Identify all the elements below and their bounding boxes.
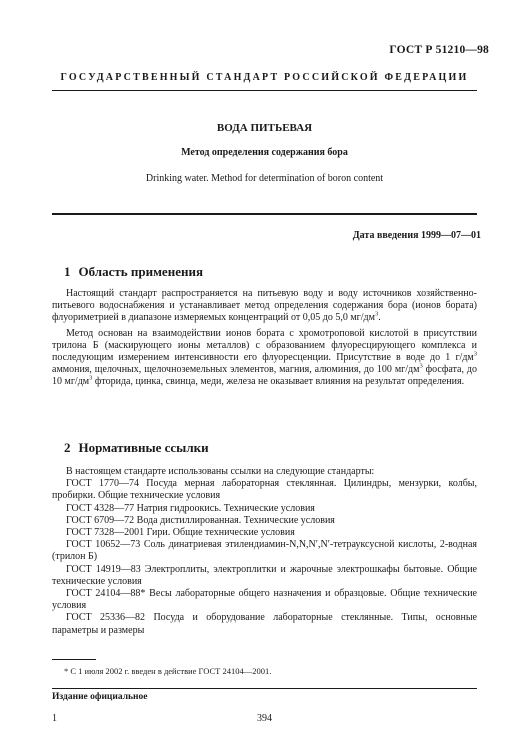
section-2-intro: В настоящем стандарте использованы ссылки на следующие стандарты: (66, 466, 375, 477)
section-1-paragraph-1: Настоящий стандарт распространяется на питьевую воду и воду источников хозяйственно-питьевого водоснабжения и устанавливает метод определения содержания бора (ионов бората) флуориметрией в диапазоне измеряемых концентраций от 0,05 до 5,0 $мг/дм^3$. (52, 288, 477, 324)
section-1-body (52, 288, 477, 392)
reference-item: ГОСТ 1770—74 Посуда мерная лабораторная стеклянная. Цилиндры, мензурки, колбы, пробирки. Общие технические условия (52, 478, 477, 502)
title-rule (52, 213, 477, 215)
section-2-body (52, 466, 477, 637)
section-2-title: Нормативные ссылки (78, 440, 209, 455)
standard-type-header: ГОСУДАРСТВЕННЫЙ СТАНДАРТ РОССИЙСКОЙ ФЕДЕРАЦИИ (60, 72, 469, 83)
reference-item: ГОСТ 14919—83 Электроплиты, электроплитки и жарочные электрошкафы бытовые. Общие технические условия (52, 563, 477, 587)
reference-item: ГОСТ 6709—72 Вода дистиллированная. Технические условия (66, 514, 335, 526)
introduction-date: Дата введения 1999—07—01 (352, 230, 481, 241)
page-number: 394 (257, 713, 272, 724)
footnote: * С 1 июля 2002 г. введен в действие ГОСТ 24104—2001. (64, 666, 272, 676)
section-2-heading (64, 440, 209, 456)
sheet-number: 1 (52, 713, 57, 724)
header-rule (52, 90, 477, 91)
standard-code: ГОСТ Р 51210—98 (389, 44, 489, 56)
reference-item: ГОСТ 4328—77 Натрия гидроокись. Технические условия (66, 502, 315, 514)
section-1-number: 1 (64, 264, 71, 279)
edition-rule (52, 688, 477, 689)
reference-item: ГОСТ 10652—73 Соль динатриевая этилендиамин-N,N,N′,N′-тетрауксусной кислоты, 2-водная (трилон Б) (52, 539, 477, 563)
section-1-heading (64, 264, 203, 280)
document-subtitle: Метод определения содержания бора (181, 147, 348, 158)
section-2-number: 2 (64, 440, 71, 455)
section-1-title: Область применения (78, 264, 203, 279)
reference-item: ГОСТ 7328—2001 Гири. Общие технические условия (66, 527, 295, 539)
reference-item: ГОСТ 25336—82 Посуда и оборудование лабораторные стеклянные. Типы, основные параметры и размеры (52, 612, 477, 636)
reference-item: ГОСТ 24104—88* Весы лабораторные общего назначения и образцовые. Общие технические условия (52, 588, 477, 612)
section-1-paragraph-2: Метод основан на взаимодействии ионов бората с хромотроповой кислотой в присутствии трилона Б (маскирующего ионы металлов) с образованием флуоресцирующего комплекса и последующим измерением интенсивности его флуоресценции. Присутствие в воде до 1 $г/дм^3$ аммония, щелочных, щелочноземельных элементов, магния, алюминия, до 100 $мг/дм^3$ фосфата, до 10 $мг/дм^3$ фторида, цинка, свинца, меди, железа не оказывает влияния на результат определения. (52, 327, 477, 388)
document-title-english: Drinking water. Method for determination of boron content (145, 173, 384, 184)
document-title: ВОДА ПИТЬЕВАЯ (216, 122, 313, 134)
footnote-rule (52, 659, 96, 660)
edition-label: Издание официальное (52, 692, 148, 702)
